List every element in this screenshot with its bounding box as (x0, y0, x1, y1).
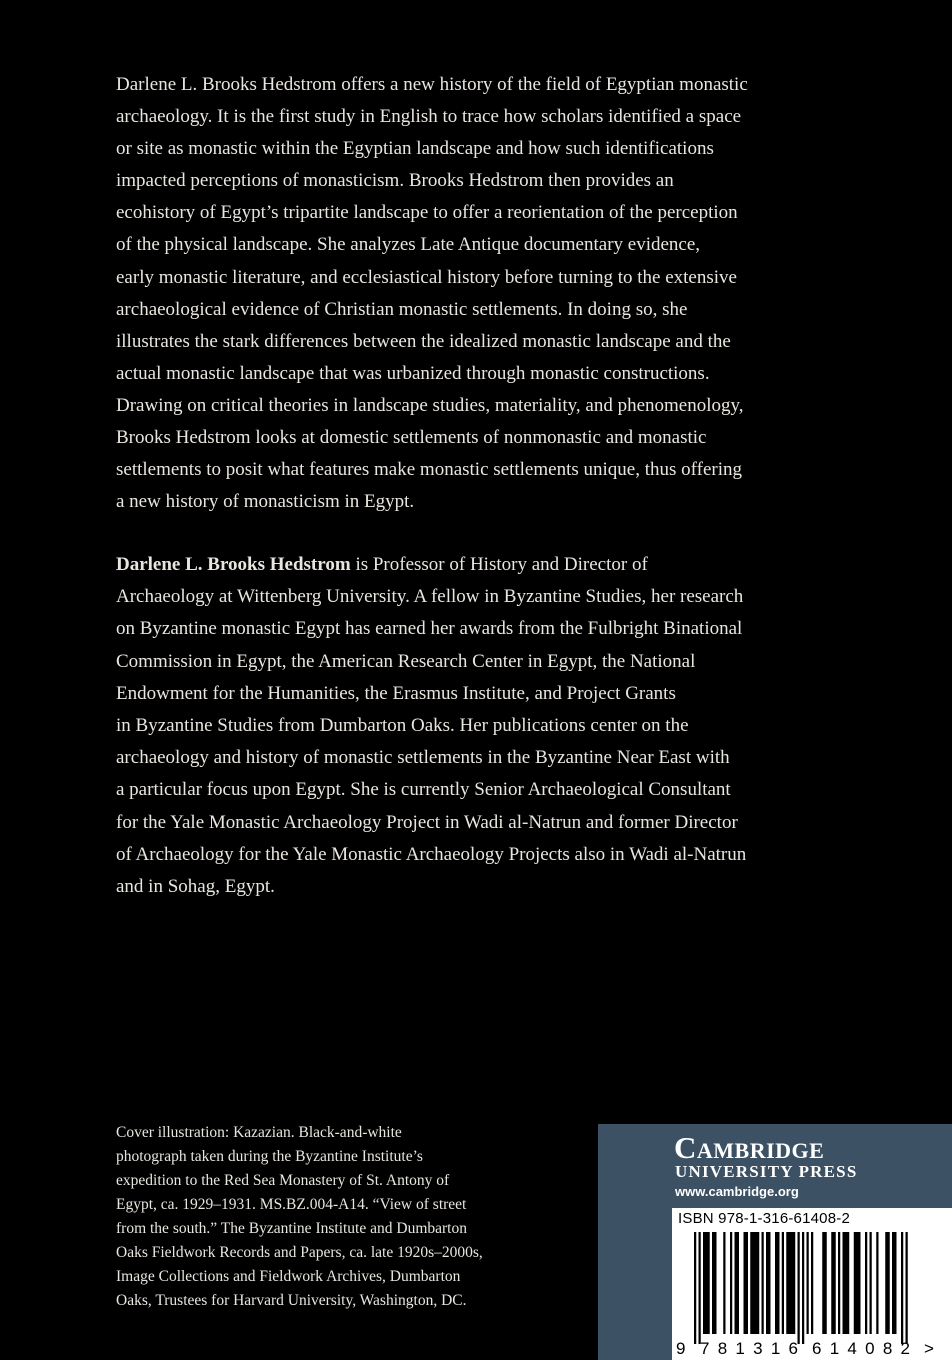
publisher-panel (598, 1124, 952, 1360)
barcode-lead-digit: 9 (676, 1339, 686, 1358)
description-line: early monastic literature, and ecclesiastical history before turning to the extensive (116, 266, 737, 288)
barcode-bar (775, 1232, 780, 1334)
barcode-bar (865, 1232, 867, 1334)
bio-line: on Byzantine monastic Egypt has earned her awards from the Fulbright Binational (116, 618, 743, 640)
barcode-bars (694, 1232, 908, 1344)
cover-illustration-credit (116, 1121, 526, 1313)
barcode-bar (735, 1232, 740, 1334)
barcode-bar (762, 1232, 764, 1334)
publisher-name: Cambridge (674, 1130, 825, 1165)
bio-line: Archaeology at Wittenberg University. A fellow in Byzantine Studies, her research (116, 586, 744, 608)
credit-line: Oaks Fieldwork Records and Papers, ca. late 1920s–2000s, (116, 1244, 483, 1261)
description-line: Darlene L. Brooks Hedstrom offers a new history of the field of Egyptian monastic (116, 74, 748, 95)
bio-line: for the Yale Monastic Archaeology Project in Wadi al-Natrun and former Director (116, 811, 738, 833)
book-description (116, 69, 816, 518)
barcode-bar (854, 1232, 861, 1334)
bio-line: archaeology and history of monastic settlements in the Byzantine Near East with (116, 747, 730, 769)
barcode-bar (786, 1232, 795, 1334)
description-line: settlements to posit what features make monastic settlements unique, thus offering (116, 459, 742, 481)
barcode-bar (822, 1232, 827, 1334)
barcode-bar (838, 1232, 840, 1334)
barcode-bar (885, 1232, 890, 1334)
description-line: archaeological evidence of Christian monastic settlements. In doing so, she (116, 298, 688, 320)
barcode-bar (811, 1232, 813, 1334)
barcode-graphic (672, 1208, 952, 1360)
bio-line: Endowment for the Humanities, the Erasmus Institute, and Project Grants (116, 682, 676, 704)
publisher-url: www.cambridge.org (675, 1184, 799, 1199)
description-line: illustrates the stark differences between the idealized monastic landscape and the (116, 330, 731, 352)
barcode-left-digits: 781316 (700, 1339, 798, 1358)
bio-body (116, 586, 746, 897)
description-line: impacted perceptions of monasticism. Brooks Hedstrom then provides an (116, 170, 674, 192)
isbn-barcode (672, 1208, 952, 1360)
bio-line: a particular focus upon Egypt. She is currently Senior Archaeological Consultant (116, 779, 731, 801)
credit-line: photograph taken during the Byzantine Institute’s (116, 1148, 423, 1165)
barcode-bar (703, 1232, 710, 1334)
credit-line: expedition to the Red Sea Monastery of St. Antony of (116, 1172, 450, 1189)
barcode-guard-bar (798, 1232, 800, 1344)
barcode-bar (843, 1232, 850, 1334)
bio-line: and in Sohag, Egypt. (116, 876, 275, 898)
description-line: ecohistory of Egypt’s tripartite landscape to offer a reorientation of the perception (116, 202, 738, 224)
barcode-bar (831, 1232, 836, 1334)
barcode-bar (723, 1232, 725, 1334)
barcode-bar (744, 1232, 749, 1334)
barcode-bar (892, 1232, 897, 1334)
author-biography (116, 549, 816, 903)
description-line: or site as monastic within the Egyptian landscape and how such identifications (116, 138, 714, 160)
barcode-right-digits: 614082 (812, 1339, 910, 1358)
bio-first-line: is Professor of History and Director of (350, 554, 648, 575)
barcode-bar (766, 1232, 771, 1334)
barcode-guard-bar (694, 1232, 696, 1344)
barcode-guard-bar (901, 1232, 903, 1344)
bio-line: in Byzantine Studies from Dumbarton Oaks. Her publications center on the (116, 715, 689, 737)
bio-line: Commission in Egypt, the American Research Center in Egypt, the National (116, 650, 696, 672)
description-line: a new history of monasticism in Egypt. (116, 491, 415, 513)
barcode-bar (870, 1232, 872, 1334)
barcode-bar (807, 1232, 809, 1334)
description-line: archaeology. It is the first study in English to trace how scholars identified a space (116, 106, 742, 128)
credit-line: Image Collections and Fieldwork Archives, Dumbarton (116, 1268, 461, 1285)
barcode-bar (712, 1232, 717, 1334)
barcode-quiet-zone-arrow: > (924, 1339, 934, 1358)
barcode-bar (876, 1232, 878, 1334)
credit-line: from the south.” The Byzantine Institute and Dumbarton (116, 1220, 467, 1237)
barcode-bar (730, 1232, 732, 1334)
barcode-bar (750, 1232, 759, 1334)
description-line: actual monastic landscape that was urbanized through monastic constructions. (116, 362, 710, 384)
credit-line: Egypt, ca. 1929–1931. MS.BZ.004-A14. “View of street (116, 1196, 467, 1213)
publisher-press-label: UNIVERSITY PRESS (675, 1162, 858, 1181)
credit-line: Cover illustration: Kazazian. Black-and-white (116, 1124, 402, 1141)
barcode-guard-bar (699, 1232, 701, 1344)
barcode-guard-bar (906, 1232, 908, 1344)
credit-line: Oaks, Trustees for Harvard University, Washington, DC. (116, 1292, 467, 1309)
barcode-guard-bar (802, 1232, 804, 1344)
author-name: Darlene L. Brooks Hedstrom (116, 554, 351, 575)
description-line: Brooks Hedstrom looks at domestic settlements of nonmonastic and monastic (116, 427, 707, 449)
barcode-bar (782, 1232, 784, 1334)
description-line: of the physical landscape. She analyzes Late Antique documentary evidence, (116, 234, 701, 256)
bio-line: of Archaeology for the Yale Monastic Archaeology Projects also in Wadi al-Natrun (116, 843, 747, 865)
description-line: Drawing on critical theories in landscape studies, materiality, and phenomenology, (116, 394, 744, 416)
isbn-number: ISBN 978-1-316-61408-2 (678, 1210, 851, 1227)
